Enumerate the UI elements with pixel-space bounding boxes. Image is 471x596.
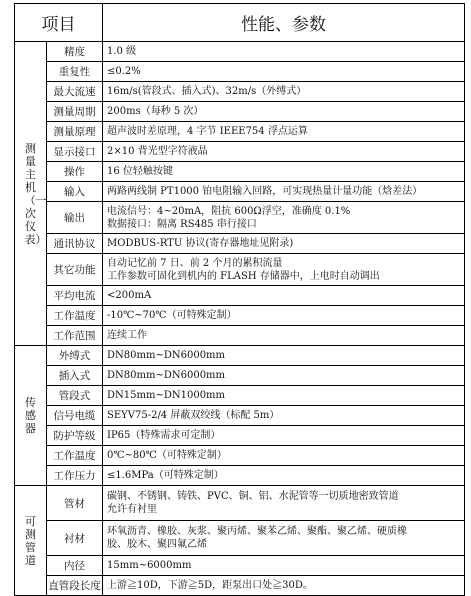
- row-value: [103, 326, 465, 346]
- table-row: [15, 446, 465, 466]
- row-label: 插入式: [47, 366, 103, 386]
- row-label: 衬材: [47, 521, 103, 556]
- table-row: [15, 576, 465, 596]
- row-value: [103, 576, 465, 596]
- row-value: [103, 42, 465, 62]
- row-value: [103, 426, 465, 446]
- row-value: [103, 521, 465, 556]
- table-row: [15, 386, 465, 406]
- row-value-line: 工作参数可固化到机内的 FLASH 存储器中，上电时自动调出: [107, 270, 380, 282]
- row-label: 输入: [47, 182, 103, 202]
- row-label: 精度: [47, 42, 103, 62]
- row-label: 工作压力: [47, 466, 103, 486]
- row-label: 测量原理: [47, 122, 103, 142]
- row-value: [103, 346, 465, 366]
- row-value-line: MODBUS-RTU 协议(寄存器地址见附录): [107, 238, 294, 249]
- table-row: [15, 42, 465, 62]
- row-value: [103, 234, 465, 254]
- table-row: [15, 162, 465, 182]
- row-value-line: DN80mm~DN6000mm: [107, 350, 226, 361]
- row-label: 工作温度: [47, 446, 103, 466]
- group-label-host: [15, 42, 47, 346]
- row-label: 输出: [47, 202, 103, 234]
- row-label: 操作: [47, 162, 103, 182]
- row-value-line: 上游≧10D，下游≧5D，距泵出口处≧30D。: [107, 580, 313, 591]
- row-label: 平均电流: [47, 286, 103, 306]
- row-label: 防护等级: [47, 426, 103, 446]
- table-row: [15, 62, 465, 82]
- row-value-line: 超声波时差原理，4 字节 IEEE754 浮点运算: [107, 126, 308, 137]
- row-value: [103, 102, 465, 122]
- row-value: [103, 486, 465, 521]
- row-value-line: <200mA: [107, 290, 152, 301]
- table-row: [15, 122, 465, 142]
- row-value: [103, 386, 465, 406]
- spec-sheet: [14, 3, 464, 596]
- table-row: [15, 306, 465, 326]
- spec-body: [15, 42, 465, 596]
- row-value: [103, 82, 465, 102]
- row-label: 其它功能: [47, 254, 103, 286]
- table-row: [15, 406, 465, 426]
- row-label: 工作温度: [47, 306, 103, 326]
- row-label: 外缚式: [47, 346, 103, 366]
- row-value-line: -10℃~70℃（可特殊定制）: [107, 310, 237, 321]
- row-value-line: ≤1.6MPa（可特殊定制）: [107, 470, 224, 481]
- row-value: [103, 122, 465, 142]
- row-value-line: 胶、胶木、聚四氟乙烯: [107, 539, 207, 550]
- row-value-line: DN80mm~DN6000mm: [107, 370, 226, 381]
- row-value-line: 200ms（每秒 5 次）: [107, 106, 204, 117]
- row-value-line: 碳钢、不锈钢、铸铁、PVC、铜、铝、水泥管等一切质地密致管道: [107, 491, 399, 502]
- table-row: [15, 182, 465, 202]
- row-label: 测量周期: [47, 102, 103, 122]
- row-value-line: IP65（特殊需求可定制）: [107, 430, 221, 441]
- group-label-sensor: [15, 346, 47, 486]
- table-row: [15, 326, 465, 346]
- table-row: [15, 286, 465, 306]
- row-value-line: 15mm~6000mm: [107, 560, 192, 571]
- table-row: [15, 366, 465, 386]
- row-value-line: 0℃~80℃（可特殊定制）: [107, 450, 227, 461]
- row-value: [103, 466, 465, 486]
- table-row: [15, 556, 465, 576]
- row-label: 最大流速: [47, 82, 103, 102]
- header-params: 性能、参数: [103, 4, 465, 42]
- row-label: 管段式: [47, 386, 103, 406]
- table-header-row: [15, 4, 465, 42]
- row-value-line: 16 位轻触按键: [107, 166, 173, 177]
- row-value: [103, 446, 465, 466]
- table-row: [15, 142, 465, 162]
- table-row: [15, 426, 465, 446]
- row-value: [103, 142, 465, 162]
- row-label: 内径: [47, 556, 103, 576]
- row-value: [103, 182, 465, 202]
- row-value-line: 1.0 级: [107, 46, 137, 57]
- table-row: [15, 234, 465, 254]
- row-label: 重复性: [47, 62, 103, 82]
- table-row: [15, 202, 465, 234]
- row-value: [103, 366, 465, 386]
- spec-table: [14, 3, 465, 596]
- row-label: 直管段长度: [47, 576, 103, 596]
- table-row: [15, 466, 465, 486]
- row-value: [103, 254, 465, 286]
- table-row: [15, 486, 465, 521]
- row-value-line: ≤0.2%: [107, 66, 141, 77]
- row-value-line: 电流信号：4~20mA，阻抗 600Ω浮空，准确度 0.1%: [107, 205, 351, 217]
- row-value: [103, 202, 465, 234]
- row-value-line: 2×10 背光型字符液晶: [107, 146, 208, 157]
- table-row: [15, 521, 465, 556]
- row-label: 管材: [47, 486, 103, 521]
- table-row: [15, 346, 465, 366]
- row-value-line: DN15mm~DN1000mm: [107, 390, 226, 401]
- header-item: 项目: [15, 4, 103, 42]
- table-row: [15, 254, 465, 286]
- row-label: 显示接口: [47, 142, 103, 162]
- row-value-line: 环氧沥青、橡胶、灰浆、聚丙烯、聚苯乙烯、聚酯、聚乙烯、硬质橡: [107, 526, 407, 537]
- row-value: [103, 306, 465, 326]
- row-value: [103, 556, 465, 576]
- row-value-line: 数据接口：隔离 RS485 串行接口: [107, 218, 257, 230]
- row-label: 信号电缆: [47, 406, 103, 426]
- group-label-text: 传感器: [25, 396, 36, 435]
- row-label: 工作范围: [47, 326, 103, 346]
- row-value: [103, 286, 465, 306]
- row-value-line: 16m/s(管段式、插入式)、32m/s（外缚式）: [107, 86, 307, 97]
- group-label-pipe: [15, 486, 47, 596]
- table-row: [15, 102, 465, 122]
- row-label: 通讯协议: [47, 234, 103, 254]
- row-value-line: 连续工作: [107, 330, 147, 341]
- group-label-text: 测量主机（一次仪表）: [24, 141, 47, 246]
- row-value-line: 两路两线制 PT1000 铂电阻输入回路，可实现热量计量功能（焓差法）: [107, 186, 423, 197]
- group-label-text: 可测管道: [25, 514, 36, 567]
- row-value: [103, 162, 465, 182]
- table-row: [15, 82, 465, 102]
- row-value-line: 自动记忆前 7 日、前 2 个月的累积流量: [107, 257, 283, 269]
- row-value: [103, 406, 465, 426]
- row-value-line: 允许有衬里: [107, 504, 157, 515]
- row-value-line: SEYV75-2/4 屏蔽双绞线（标配 5m）: [107, 410, 280, 421]
- row-value: [103, 62, 465, 82]
